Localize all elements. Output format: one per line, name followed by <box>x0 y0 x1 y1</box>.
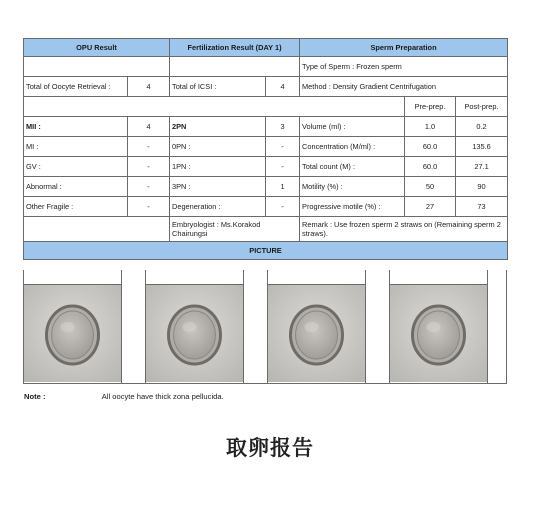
sperm-post-value: 27.1 <box>456 157 508 177</box>
fert-label: Degeneration : <box>170 197 266 217</box>
ivf-report-table <box>23 38 508 260</box>
fert-label: 2PN <box>170 117 266 137</box>
sperm-post-value: 135.6 <box>456 137 508 157</box>
oocyte-photo-cell <box>146 270 244 383</box>
fert-label: 3PN : <box>170 177 266 197</box>
note-text: All oocyte have thick zona pellucida. <box>101 392 224 401</box>
blank-cell <box>488 270 508 383</box>
blank-cell <box>244 270 268 383</box>
opu-value: - <box>128 157 170 177</box>
blank-cell <box>366 270 390 383</box>
empty-cell <box>170 57 300 77</box>
fert-value: - <box>266 157 300 177</box>
sperm-param-label: Total count (M) : <box>300 157 405 177</box>
icsi-total-label: Total of ICSI : <box>170 77 266 97</box>
oocyte-image <box>24 284 121 382</box>
sperm-preparation-header: Sperm Preparation <box>300 39 508 57</box>
sperm-param-label: Concentration (M/ml) : <box>300 137 405 157</box>
opu-label: GV : <box>24 157 128 177</box>
report-footer-title: 取卵报告 <box>226 435 314 460</box>
post-prep-header: Post-prep. <box>456 97 508 117</box>
sperm-param-label: Progressive motile (%) : <box>300 197 405 217</box>
opu-label: Other Fragile : <box>24 197 128 217</box>
opu-label: MII : <box>24 117 128 137</box>
blank-cell <box>122 270 146 383</box>
oocyte-photo-cell <box>24 270 122 383</box>
opu-label: MI : <box>24 137 128 157</box>
opu-label: Abnormal : <box>24 177 128 197</box>
fert-value: - <box>266 197 300 217</box>
sperm-pre-value: 50 <box>405 177 456 197</box>
opu-value: 4 <box>128 117 170 137</box>
sperm-post-value: 0.2 <box>456 117 508 137</box>
oocyte-photo-cell <box>390 270 488 383</box>
note-label: Note : <box>24 392 46 401</box>
sperm-pre-value: 1.0 <box>405 117 456 137</box>
opu-total-value: 4 <box>128 77 170 97</box>
opu-value: - <box>128 137 170 157</box>
fert-label: 0PN : <box>170 137 266 157</box>
empty-cell <box>24 97 405 117</box>
sperm-param-label: Motility (%) : <box>300 177 405 197</box>
empty-cell <box>24 217 170 242</box>
oocyte-photo-cell <box>268 270 366 383</box>
icsi-total-value: 4 <box>266 77 300 97</box>
sperm-type: Type of Sperm : Frozen sperm <box>300 57 508 77</box>
pre-prep-header: Pre-prep. <box>405 97 456 117</box>
opu-total-label: Total of Oocyte Retrieval : <box>24 77 128 97</box>
opu-value: - <box>128 177 170 197</box>
fertilization-result-header: Fertilization Result (DAY 1) <box>170 39 300 57</box>
embryologist: Embryologist : Ms.Korakod Chairungsi <box>170 217 300 242</box>
fert-value: 1 <box>266 177 300 197</box>
oocyte-image <box>268 284 365 382</box>
sperm-param-label: Volume (ml) : <box>300 117 405 137</box>
sperm-pre-value: 60.0 <box>405 137 456 157</box>
fert-label: 1PN : <box>170 157 266 177</box>
picture-header: PICTURE <box>24 242 508 260</box>
fert-value: 3 <box>266 117 300 137</box>
empty-cell <box>24 57 170 77</box>
sperm-pre-value: 27 <box>405 197 456 217</box>
sperm-method: Method : Density Gradient Centrifugation <box>300 77 508 97</box>
oocyte-image <box>146 284 243 382</box>
sperm-remark: Remark : Use frozen sperm 2 straws on (Remaining sperm 2 straws). <box>300 217 508 242</box>
fert-value: - <box>266 137 300 157</box>
oocyte-image <box>390 284 487 382</box>
note <box>24 392 224 401</box>
sperm-post-value: 73 <box>456 197 508 217</box>
sperm-post-value: 90 <box>456 177 508 197</box>
oocyte-picture-strip <box>23 270 507 384</box>
opu-value: - <box>128 197 170 217</box>
opu-result-header: OPU Result <box>24 39 170 57</box>
sperm-pre-value: 60.0 <box>405 157 456 177</box>
